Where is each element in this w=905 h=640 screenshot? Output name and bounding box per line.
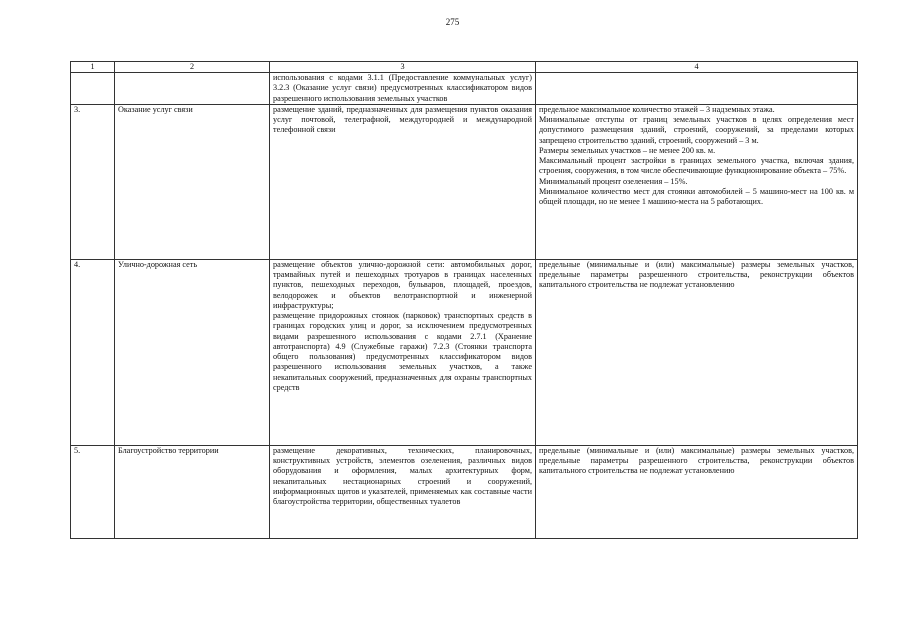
cell-description: размещение зданий, предназначенных для размещения пунктов оказания услуг почтовой, телеграфной, междугородней и международной телефонной связи xyxy=(270,104,536,259)
table-row xyxy=(71,259,858,445)
cell-description: использования с кодами 3.1.1 (Предоставление коммунальных услуг) 3.2.3 (Оказание услуг связи) предусмотренных классификатором видов разрешенного использования земельных участков xyxy=(270,73,536,105)
table-row-continuation xyxy=(71,73,858,105)
cell-number: 3. xyxy=(71,104,115,259)
parameter-line: Минимальные отступы от границ земельных участков в целях определения мест допустимого размещения зданий, строений, сооружений, за пределами которых запрещено строительство зданий, строений, сооружений – 3 м. xyxy=(539,115,854,145)
column-header-parameters: 4 xyxy=(536,62,858,73)
cell-parameters xyxy=(536,73,858,105)
parameter-line: предельные (минимальные и (или) максимальные) размеры земельных участков, предельные параметры разрешенного строительства, реконструкции объектов капитального строительства не подлежат установлению xyxy=(539,259,854,290)
table-row xyxy=(71,104,858,259)
cell-name xyxy=(115,73,270,105)
cell-parameters xyxy=(536,445,858,538)
table-row xyxy=(71,445,858,538)
land-use-table xyxy=(70,61,858,539)
column-header-name: 2 xyxy=(115,62,270,73)
parameter-line: Минимальное количество мест для стоянки автомобилей – 5 машино-мест на 100 кв. м общей площади, но не менее 1 машино-места на 5 работающих. xyxy=(539,186,854,206)
cell-parameters xyxy=(536,259,858,445)
parameter-line: предельные (минимальные и (или) максимальные) размеры земельных участков, предельные параметры разрешенного строительства, реконструкции объектов капитального строительства не подлежат установлению xyxy=(539,445,854,476)
cell-description: размещение декоративных, технических, планировочных, конструктивных устройств, элементов озеленения, различных видов оборудования и оформления, малых архитектурных форм, некапитальных нестационарных строений и сооружений, информационных щитов и указателей, применяемых как составные части благоустройства территории, общественных туалетов xyxy=(270,445,536,538)
cell-number: 5. xyxy=(71,445,115,538)
description-paragraph: размещение объектов улично-дорожной сети: автомобильных дорог, трамвайных путей и пешеходных тротуаров в границах населенных пунктов, пешеходных переходов, бульваров, площадей, проездов, велодорожек и объектов велотранспортной и инженерной инфраструктуры; xyxy=(273,259,532,310)
cell-number xyxy=(71,73,115,105)
cell-number: 4. xyxy=(71,259,115,445)
cell-name: Благоустройство территории xyxy=(115,445,270,538)
cell-parameters xyxy=(536,104,858,259)
table-header-row xyxy=(71,62,858,73)
column-header-description: 3 xyxy=(270,62,536,73)
page-number: 275 xyxy=(445,17,460,27)
parameter-line: предельное максимальное количество этажей – 3 надземных этажа. xyxy=(539,104,775,114)
column-header-number: 1 xyxy=(71,62,115,73)
cell-name: Улично-дорожная сеть xyxy=(115,259,270,445)
description-paragraph: размещение придорожных стоянок (парковок) транспортных средств в границах городских улиц и дорог, за исключением предусмотренных видами разрешенного использования с кодами 2.7.1 (Хранение автотранспорта) 4.9 (Служебные гаражи) 7.2.3 (Стоянки транспорта общего пользования) предусмотренных классификатором видов разрешенного использования земельных участков, а также некапитальных сооружений, предназначенных для охраны транспортных средств xyxy=(273,311,532,392)
parameter-line: Размеры земельных участков – не менее 200 кв. м. xyxy=(539,145,716,155)
parameter-line: Минимальный процент озеленения – 15%. xyxy=(539,176,688,186)
cell-name: Оказание услуг связи xyxy=(115,104,270,259)
cell-description xyxy=(270,259,536,445)
parameter-line: Максимальный процент застройки в границах земельного участка, включая здания, строения, сооружения, в том числе обеспечивающие функционирование объекта – 75%. xyxy=(539,156,854,176)
